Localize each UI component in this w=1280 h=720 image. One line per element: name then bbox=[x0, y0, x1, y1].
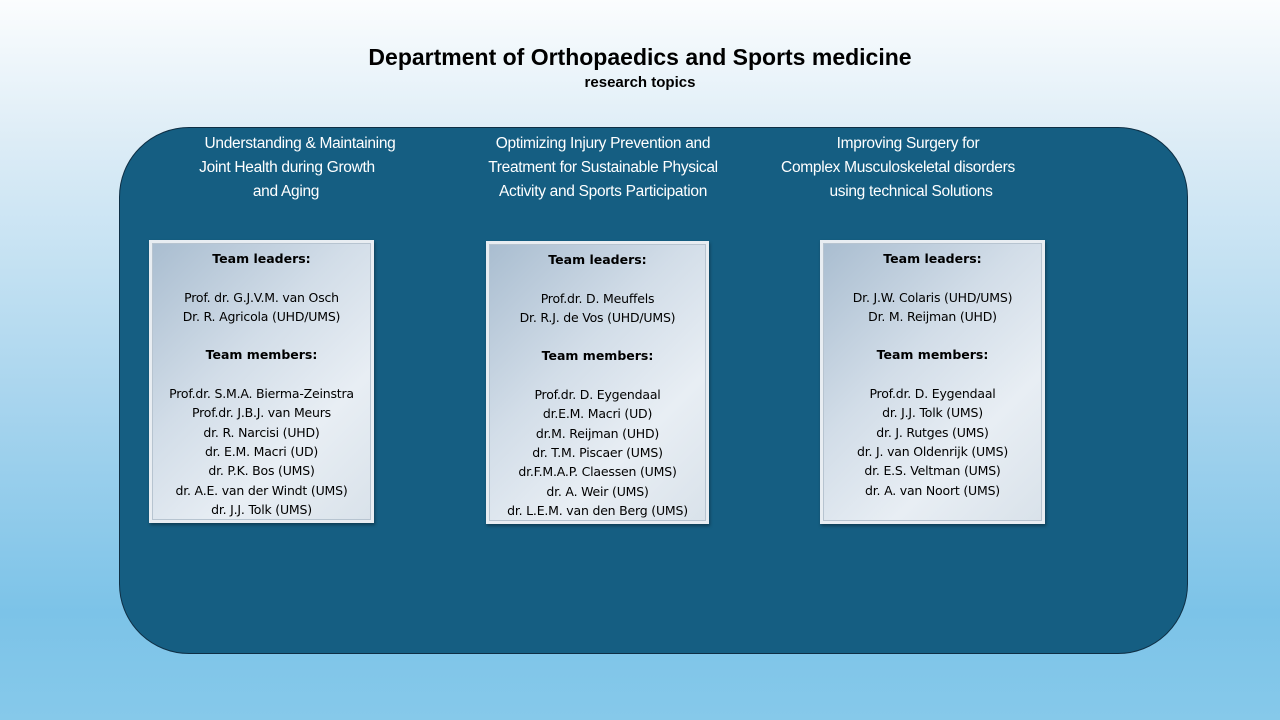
theme-line: Complex Musculoskeletal disorders bbox=[781, 159, 1015, 176]
team-member: Prof.dr. D. Eygendaal bbox=[869, 386, 996, 402]
theme-surgery bbox=[780, 132, 1042, 204]
theme-line: Joint Health during Growth bbox=[199, 159, 375, 176]
team-member: dr. A. van Noort (UMS) bbox=[865, 482, 1000, 498]
team-card-surgery bbox=[820, 240, 1045, 524]
theme-line: using technical Solutions bbox=[829, 183, 993, 200]
team-member: dr. J. Rutges (UMS) bbox=[876, 424, 989, 440]
team-member: dr. L.E.M. van den Berg (UMS) bbox=[507, 502, 688, 518]
team-leaders-heading: Team leaders: bbox=[883, 251, 982, 266]
team-leader: Dr. R. Agricola (UHD/UMS) bbox=[182, 308, 341, 324]
team-members-heading: Team members: bbox=[205, 347, 318, 363]
team-member: dr. J. van Oldenrijk (UMS) bbox=[856, 443, 1009, 459]
team-member: dr. J.J. Tolk (UMS) bbox=[882, 405, 983, 421]
team-members-heading: Team members: bbox=[876, 347, 989, 363]
team-member: Prof.dr. J.B.J. van Meurs bbox=[191, 405, 331, 421]
theme-line: Treatment for Sustainable Physical bbox=[488, 159, 718, 176]
team-leader: Dr. M. Reijman (UHD) bbox=[868, 308, 997, 324]
theme-injury-prevention bbox=[480, 132, 726, 204]
team-leaders-heading: Team leaders: bbox=[212, 251, 311, 266]
theme-joint-health bbox=[195, 132, 405, 204]
team-member: dr. P.K. Bos (UMS) bbox=[208, 463, 315, 479]
team-member: dr. E.S. Veltman (UMS) bbox=[864, 463, 1001, 479]
team-leaders-heading: Team leaders: bbox=[548, 252, 647, 267]
theme-line: Activity and Sports Participation bbox=[498, 183, 708, 200]
team-member: Prof.dr. D. Eygendaal bbox=[534, 387, 661, 403]
theme-line: and Aging bbox=[252, 183, 320, 200]
team-member: dr.M. Reijman (UHD) bbox=[535, 425, 660, 441]
theme-line: Understanding & Maintaining bbox=[204, 135, 396, 152]
team-member: dr. E.M. Macri (UD) bbox=[204, 443, 319, 459]
team-member: dr. J.J. Tolk (UMS) bbox=[211, 501, 312, 517]
team-leader: Prof.dr. D. Meuffels bbox=[540, 290, 655, 306]
team-card-injury-prevention bbox=[486, 241, 709, 524]
team-leader: Dr. J.W. Colaris (UHD/UMS) bbox=[852, 289, 1013, 305]
theme-line: Optimizing Injury Prevention and bbox=[495, 135, 711, 152]
team-member: dr. R. Narcisi (UHD) bbox=[203, 424, 320, 440]
team-member: Prof.dr. S.M.A. Bierma-Zeinstra bbox=[169, 386, 354, 402]
page-title: Department of Orthopaedics and Sports medicine bbox=[368, 44, 912, 70]
team-card-joint-health bbox=[149, 240, 374, 523]
page-subtitle: research topics bbox=[584, 74, 696, 91]
team-member: dr.F.M.A.P. Claessen (UMS) bbox=[518, 464, 677, 480]
team-members-heading: Team members: bbox=[541, 348, 654, 364]
team-member: dr. A. Weir (UMS) bbox=[546, 483, 649, 499]
team-member: dr. T.M. Piscaer (UMS) bbox=[532, 444, 663, 460]
team-member: dr.E.M. Macri (UD) bbox=[542, 406, 653, 422]
team-leader: Dr. R.J. de Vos (UHD/UMS) bbox=[519, 309, 676, 325]
team-member: dr. A.E. van der Windt (UMS) bbox=[175, 482, 348, 498]
theme-line: Improving Surgery for bbox=[836, 135, 980, 152]
team-leader: Prof. dr. G.J.V.M. van Osch bbox=[184, 289, 339, 305]
